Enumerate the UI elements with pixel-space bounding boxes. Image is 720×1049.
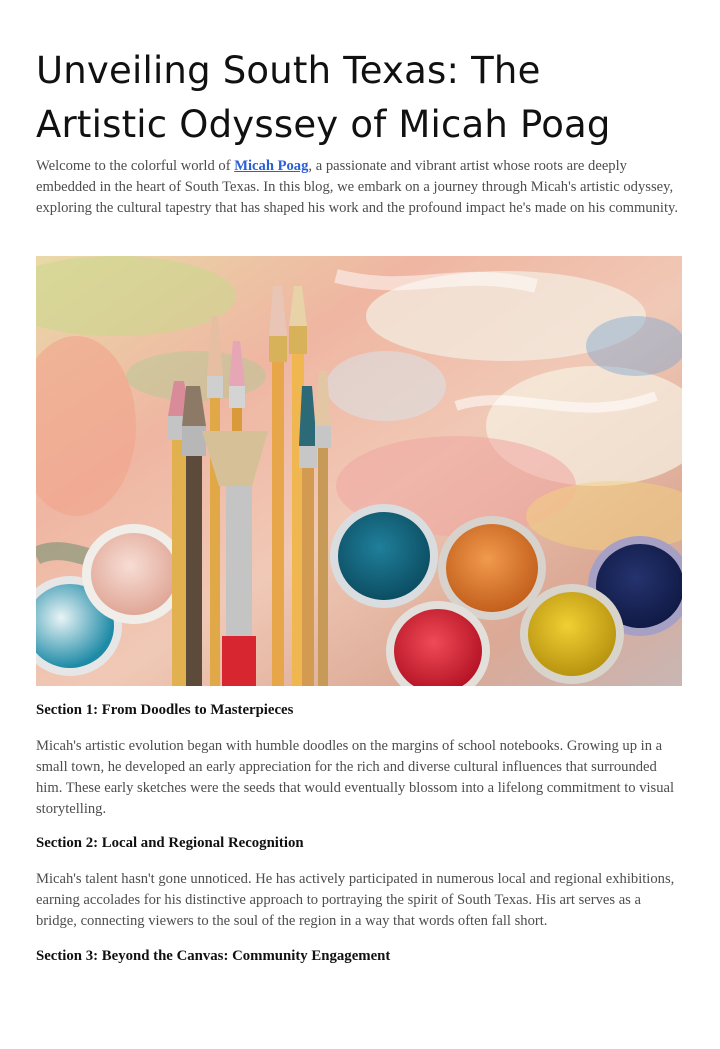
section-2-heading: Section 2: Local and Regional Recognition bbox=[36, 835, 304, 851]
section-2-body: Micah's talent hasn't gone unnoticed. He has actively participated in numerous local and regional exhibitions, earning accolades for his distinctive approach to portraying the spirit of South Texas. His art serves as a bridge, connecting viewers to the soul of the region in a way that words often fall short. bbox=[36, 871, 675, 929]
intro-text-after: , a passionate and vibrant artist whose roots are deeply embedded in the heart of South Texas. In this blog, we embark on a journey through Micah's artistic odyssey, exploring the cultural tapestry that has shaped his work and the profound impact he's made on his community. bbox=[36, 158, 679, 216]
section-3-heading: Section 3: Beyond the Canvas: Community Engagement bbox=[36, 948, 391, 964]
paint-palette-illustration bbox=[36, 256, 682, 686]
page-title: Unveiling South Texas: The Artistic Odyssey of Micah Poag bbox=[36, 49, 611, 146]
intro-text-before: Welcome to the colorful world of bbox=[36, 158, 235, 174]
section-1-body: Micah's artistic evolution began with humble doodles on the margins of school notebooks. Growing up in a small town, he developed an early appreciation for the rich and diverse cultural influences that surrounded him. These early sketches were the seeds that would eventually blossom into a lifelong commitment to visual storytelling. bbox=[36, 738, 675, 817]
micah-poag-link[interactable]: Micah Poag bbox=[234, 158, 309, 174]
intro-paragraph bbox=[36, 156, 682, 219]
section-1-heading: Section 1: From Doodles to Masterpieces bbox=[36, 702, 294, 718]
hero-image-paintbrushes bbox=[36, 256, 682, 686]
